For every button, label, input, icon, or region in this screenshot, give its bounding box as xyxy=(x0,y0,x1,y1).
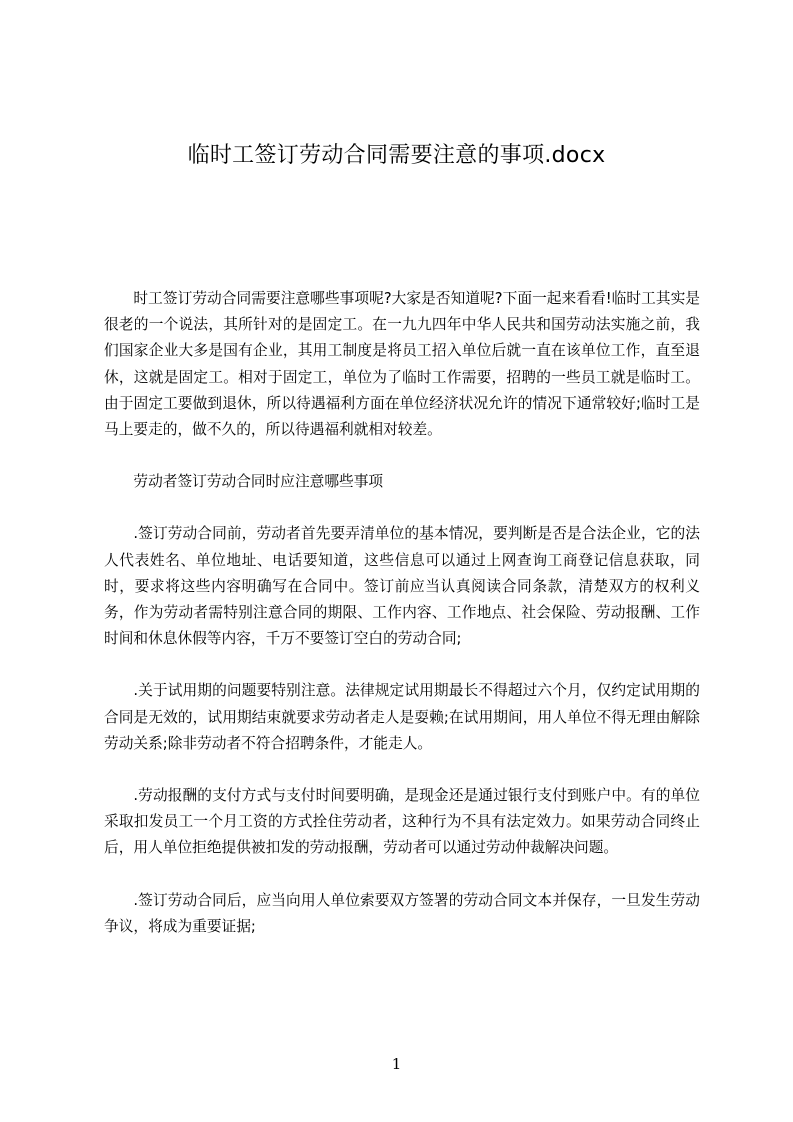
intro-paragraph: 时工签订劳动合同需要注意哪些事项呢?大家是否知道呢?下面一起来看看!临时工其实是很老的一个说法，其所针对的是固定工。在一九九四年中华人民共和国劳动法实施之前，我们国家企业大多是国有企业，其用工制度是将员工招入单位后就一直在该单位工作，直至退休，这就是固定工。相对于固定工，单位为了临时工作需要，招聘的一些员工就是临时工。由于固定工要做到退休，所以待遇福利方面在单位经济状况允许的情况下通常较好;临时工是马上要走的，做不久的，所以待遇福利就相对较差。 xyxy=(104,290,700,439)
document-title: 临时工签订劳动合同需要注意的事项.docx xyxy=(187,143,606,168)
list-item-4: .签订劳动合同后，应当向用人单位索要双方签署的劳动合同文本并保存，一旦发生劳动争议，将成为重要证据; xyxy=(104,891,700,935)
list-item-1: .签订劳动合同前，劳动者首先要弄清单位的基本情况，要判断是否是合法企业，它的法人代表姓名、单位地址、电话要知道，这些信息可以通过上网查询工商登记信息获取，同时，要求将这些内容明确写在合同中。签订前应当认真阅读合同条款，清楚双方的权利义务，作为劳动者需特别注意合同的期限、工作内容、工作地点、社会保险、劳动报酬、工作时间和休息休假等内容，千万不要签订空白的劳动合同; xyxy=(104,525,700,648)
page-number: 1 xyxy=(391,1055,402,1073)
section-heading: 劳动者签订劳动合同时应注意哪些事项 xyxy=(133,473,384,491)
document-body xyxy=(104,286,700,940)
list-item-3: .劳动报酬的支付方式与支付时间要明确，是现金还是通过银行支付到账户中。有的单位采取扣发员工一个月工资的方式拴住劳动者，这种行为不具有法定效力。如果劳动合同终止后，用人单位拒绝提供被扣发的劳动报酬，劳动者可以通过劳动仲裁解决问题。 xyxy=(104,787,700,857)
list-item-2: .关于试用期的问题要特别注意。法律规定试用期最长不得超过六个月，仅约定试用期的合同是无效的，试用期结束就要求劳动者走人是耍赖;在试用期间，用人单位不得无理由解除劳动关系;除非劳动者不符合招聘条件，才能走人。 xyxy=(104,682,700,752)
